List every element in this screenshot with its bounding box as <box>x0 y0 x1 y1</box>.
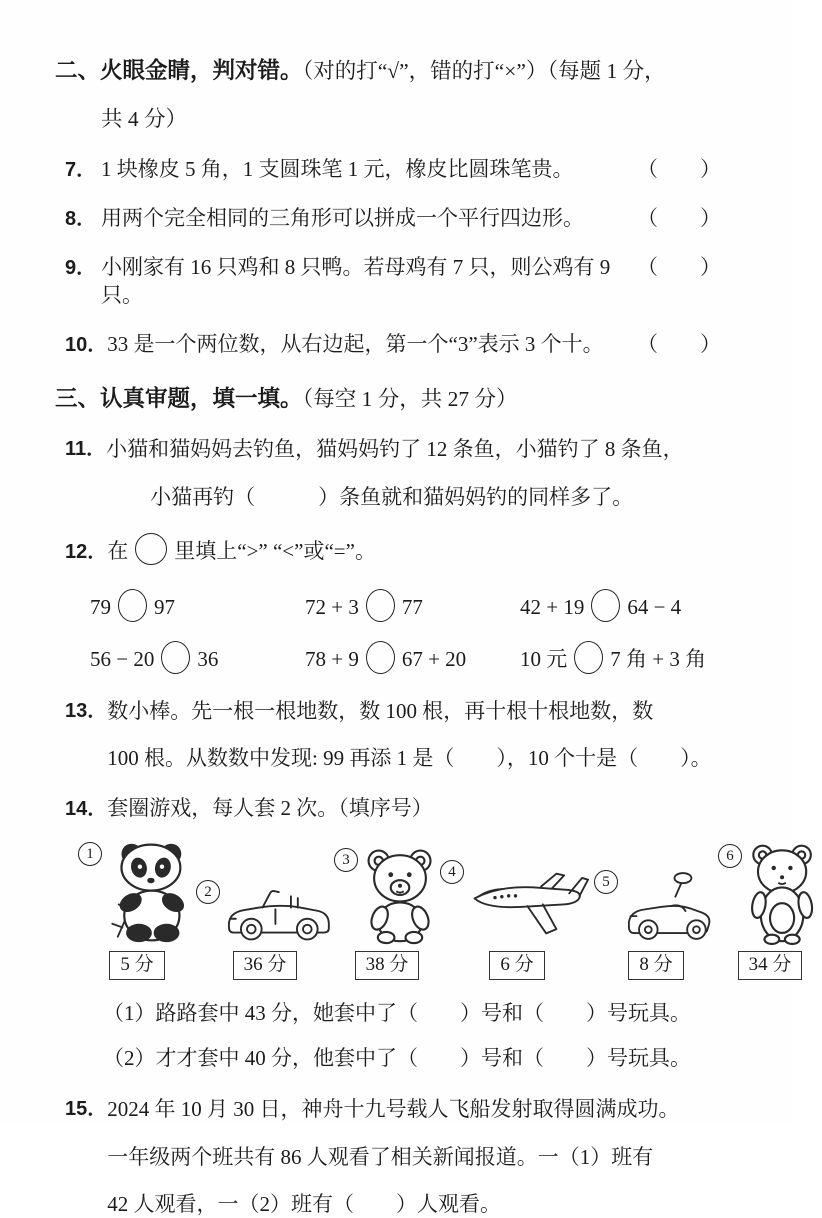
comparison-grid <box>90 589 793 674</box>
toy-4-index-badge: 4 <box>440 860 464 884</box>
comparison-3-left: 42 + 19 <box>520 595 585 620</box>
convertible-car-image <box>222 878 334 944</box>
question-11 <box>65 436 738 511</box>
circle-blank-icon <box>118 589 147 622</box>
toy-item-3 <box>334 846 440 980</box>
question-14-number: 14． <box>65 797 108 820</box>
panda-image <box>104 840 196 944</box>
toy-6-score-box: 34 分 <box>738 951 803 980</box>
question-14-sub2-text: （2）才才套中 40 分，他套中了（ ）号和（ ）号玩具。 <box>103 1046 691 1071</box>
question-8-answer-blank: （ ） <box>637 206 721 231</box>
section-2-heading <box>55 56 753 86</box>
question-12 <box>65 533 721 565</box>
circle-blank-icon <box>366 641 395 674</box>
question-10-number: 10． <box>65 334 108 357</box>
toy-3-index-badge: 3 <box>334 848 358 872</box>
question-13-number: 13． <box>65 700 108 723</box>
question-15-line1: 2024 年 10 月 30 日，神舟十九号载人飞船发射取得圆满成功。 <box>107 1097 680 1122</box>
question-14 <box>65 795 721 822</box>
comparison-2-left: 72 + 3 <box>305 595 359 620</box>
comparison-cell-3 <box>520 589 793 622</box>
toy-5-index-badge: 5 <box>594 870 618 894</box>
comparison-4-right: 36 <box>197 647 219 672</box>
comparison-5-right: 67 + 20 <box>401 647 467 672</box>
ride-on-car-image <box>620 868 718 944</box>
comparison-cell-5 <box>305 641 520 674</box>
question-15-number: 15． <box>65 1098 108 1121</box>
question-10-text: 33 是一个两位数，从右边起，第一个“3”表示 3 个十。 <box>107 332 604 357</box>
question-7-number: 7． <box>65 158 97 181</box>
toy-item-1 <box>78 840 196 980</box>
toy-5-score-box: 8 分 <box>628 951 683 980</box>
toy-item-5 <box>594 868 718 980</box>
question-14-sub2 <box>103 1045 738 1072</box>
question-12-number: 12． <box>65 540 108 563</box>
question-13 <box>65 698 738 773</box>
toy-2-score-box: 36 分 <box>233 951 298 980</box>
comparison-6-left: 10 元 <box>520 647 568 672</box>
comparison-3-right: 64 − 4 <box>627 595 682 620</box>
toy-1-score-box: 5 分 <box>109 951 164 980</box>
circle-blank-icon <box>574 641 603 674</box>
toy-1-index-badge: 1 <box>78 842 102 866</box>
comparison-cell-4 <box>90 641 305 674</box>
standing-bear-image <box>744 842 822 944</box>
toy-6-index-badge: 6 <box>718 844 742 868</box>
toy-item-6 <box>718 842 822 980</box>
question-9-number: 9． <box>65 257 97 280</box>
comparison-5-left: 78 + 9 <box>305 647 359 672</box>
comparison-cell-6 <box>520 641 793 674</box>
toy-item-2 <box>196 878 334 980</box>
question-8-number: 8． <box>65 208 97 231</box>
question-14-sub1-text: （1）路路套中 43 分，她套中了（ ）号和（ ）号玩具。 <box>103 1000 691 1025</box>
question-9-text: 小刚家有 16 只鸡和 8 只鸭。若母鸡有 7 只，则公鸡有 9 只。 <box>101 255 611 307</box>
question-9 <box>65 254 721 309</box>
question-10 <box>65 331 721 358</box>
comparison-1-right: 97 <box>154 595 175 620</box>
circle-blank-icon <box>161 641 190 674</box>
question-7-text: 1 块橡皮 5 角，1 支圆珠笔 1 元，橡皮比圆珠笔贵。 <box>101 156 574 181</box>
toys-row <box>78 840 792 980</box>
question-13-line1: 数小棒。先一根一根地数，数 100 根，再十根十根地数，数 <box>107 699 654 724</box>
question-11-line2: 小猫再钓（ ）条鱼就和猫妈妈钓的同样多了。 <box>150 484 634 509</box>
question-13-line2: 100 根。从数数中发现: 99 再添 1 是（ ），10 个十是（ ）。 <box>107 746 712 771</box>
comparison-4-left: 56 − 20 <box>90 647 155 672</box>
question-8 <box>65 205 721 232</box>
comparison-cell-1 <box>90 589 305 622</box>
section-2-instructions-continued: 共 4 分） <box>101 106 188 131</box>
question-10-answer-blank: （ ） <box>637 332 721 357</box>
question-11-line1: 小猫和猫妈妈去钓鱼，猫妈妈钓了 12 条鱼，小猫钓了 8 条鱼， <box>106 437 684 462</box>
circle-blank-icon <box>135 533 167 565</box>
question-7-answer-blank: （ ） <box>637 156 721 181</box>
comparison-6-right: 7 角 + 3 角 <box>610 647 707 672</box>
section-2-title: 二、火眼金睛，判对错。 <box>55 58 303 83</box>
question-7 <box>65 156 721 183</box>
question-15 <box>65 1096 738 1218</box>
circle-blank-icon <box>366 589 395 622</box>
question-15-line2: 一年级两个班共有 86 人观看了相关新闻报道。一（1）班有 <box>107 1144 654 1169</box>
question-11-number: 11． <box>65 438 107 461</box>
circle-blank-icon <box>591 589 620 622</box>
question-12-text-before: 在 <box>107 538 129 563</box>
sitting-bear-image <box>360 846 440 944</box>
question-8-text: 用两个完全相同的三角形可以拼成一个平行四边形。 <box>101 206 584 231</box>
section-3-heading <box>55 384 753 414</box>
section-2-instructions: （对的打“√”，错的打“×”）（每题 1 分， <box>302 59 666 83</box>
comparison-2-right: 77 <box>401 595 423 620</box>
section-3-title: 三、认真审题，填一填。 <box>55 386 303 412</box>
question-12-text-after: 里填上“>” “<”或“=”。 <box>174 538 376 563</box>
toy-item-4 <box>440 858 594 980</box>
airplane-image <box>466 858 594 944</box>
toy-3-score-box: 38 分 <box>355 951 420 980</box>
comparison-1-left: 79 <box>90 595 111 620</box>
question-14-sub1 <box>103 1000 738 1027</box>
question-9-answer-blank: （ ） <box>637 255 721 280</box>
toy-4-score-box: 6 分 <box>489 951 544 980</box>
question-14-text: 套圈游戏，每人套 2 次。（填序号） <box>107 795 433 820</box>
question-12-text <box>107 533 721 565</box>
comparison-cell-2 <box>305 589 520 622</box>
section-3-instructions: （每空 1 分，共 27 分） <box>302 387 518 412</box>
question-15-line3: 42 人观看，一（2）班有（ ）人观看。 <box>107 1191 501 1216</box>
toy-2-index-badge: 2 <box>196 880 220 904</box>
